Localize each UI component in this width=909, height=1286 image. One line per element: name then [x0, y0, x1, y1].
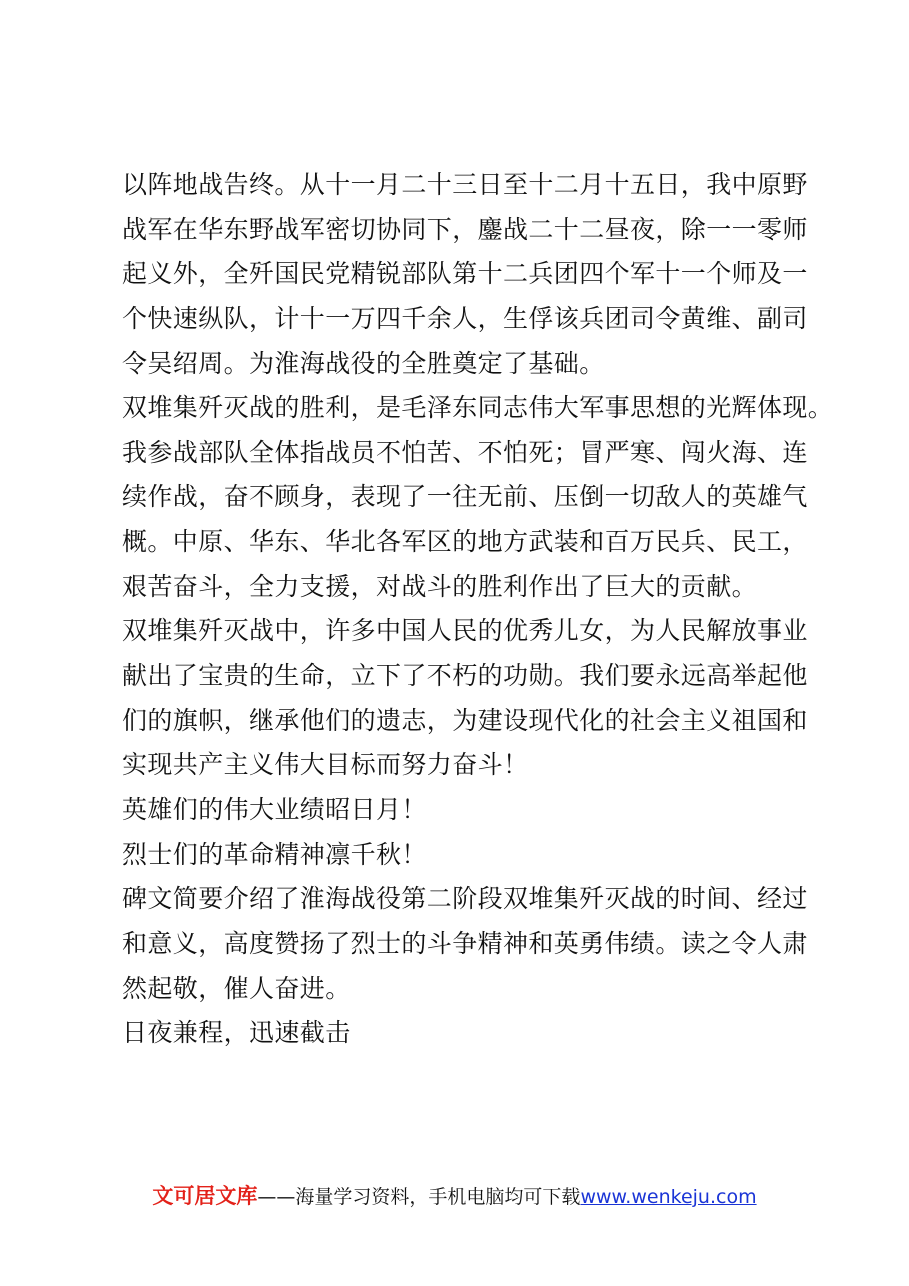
text-line-9: 概。中原、华东、华北各军区的地方武装和百万民兵、民工，: [122, 527, 808, 557]
text-line-19: 然起敬，催人奋进。: [122, 973, 351, 1003]
text-line-4: 个快速纵队，计十一万四千余人，生俘该兵团司令黄维、副司: [122, 303, 808, 333]
text-line-10: 艰苦奋斗，全力支援，对战斗的胜利作出了巨大的贡献。: [122, 571, 758, 601]
text-line-12: 献出了宝贵的生命，立下了不朽的功勋。我们要永远高举起他: [122, 661, 808, 691]
text-line-16: 烈士们的革命精神凛千秋！: [122, 839, 427, 869]
text-line-3: 起义外，全歼国民党精锐部队第十二兵团四个军十一个师及一: [122, 259, 808, 289]
text-line-13: 们的旗帜，继承他们的遗志，为建设现代化的社会主义祖国和: [122, 705, 808, 735]
document-body: [122, 166, 834, 1059]
footer-tagline: 海量学习资料，手机电脑均可下载: [295, 1186, 581, 1208]
footer-banner: [0, 1182, 909, 1211]
text-line-8: 续作战，奋不顾身，表现了一往无前、压倒一切敌人的英雄气: [122, 482, 808, 512]
text-line-11: 双堆集歼灭战中，许多中国人民的优秀儿女，为人民解放事业: [122, 616, 808, 646]
footer-dash: ——: [257, 1186, 296, 1208]
text-line-20: 日夜兼程，迅速截击: [122, 1018, 351, 1048]
footer-brand: 文可居文库: [152, 1184, 258, 1208]
text-line-1: 以阵地战告终。从十一月二十三日至十二月十五日，我中原野: [122, 170, 808, 199]
text-line-7: 我参战部队全体指战员不怕苦、不怕死；冒严寒、闯火海、连: [122, 437, 808, 467]
text-line-18: 和意义，高度赞扬了烈士的斗争精神和英勇伟绩。读之令人肃: [122, 928, 808, 958]
text-line-17: 碑文简要介绍了淮海战役第二阶段双堆集歼灭战的时间、经过: [122, 884, 808, 914]
text-line-14: 实现共产主义伟大目标而努力奋斗！: [122, 750, 529, 780]
text-line-5: 令吴绍周。为淮海战役的全胜奠定了基础。: [122, 348, 605, 378]
text-line-15: 英雄们的伟大业绩昭日月！: [122, 794, 427, 824]
text-line-6: 双堆集歼灭战的胜利，是毛泽东同志伟大军事思想的光辉体现。: [122, 393, 834, 423]
text-line-2: 战军在华东野战军密切协同下，鏖战二十二昼夜，除一一零师: [122, 214, 808, 244]
footer-website-link[interactable]: www.wenkeju.com: [580, 1186, 757, 1208]
